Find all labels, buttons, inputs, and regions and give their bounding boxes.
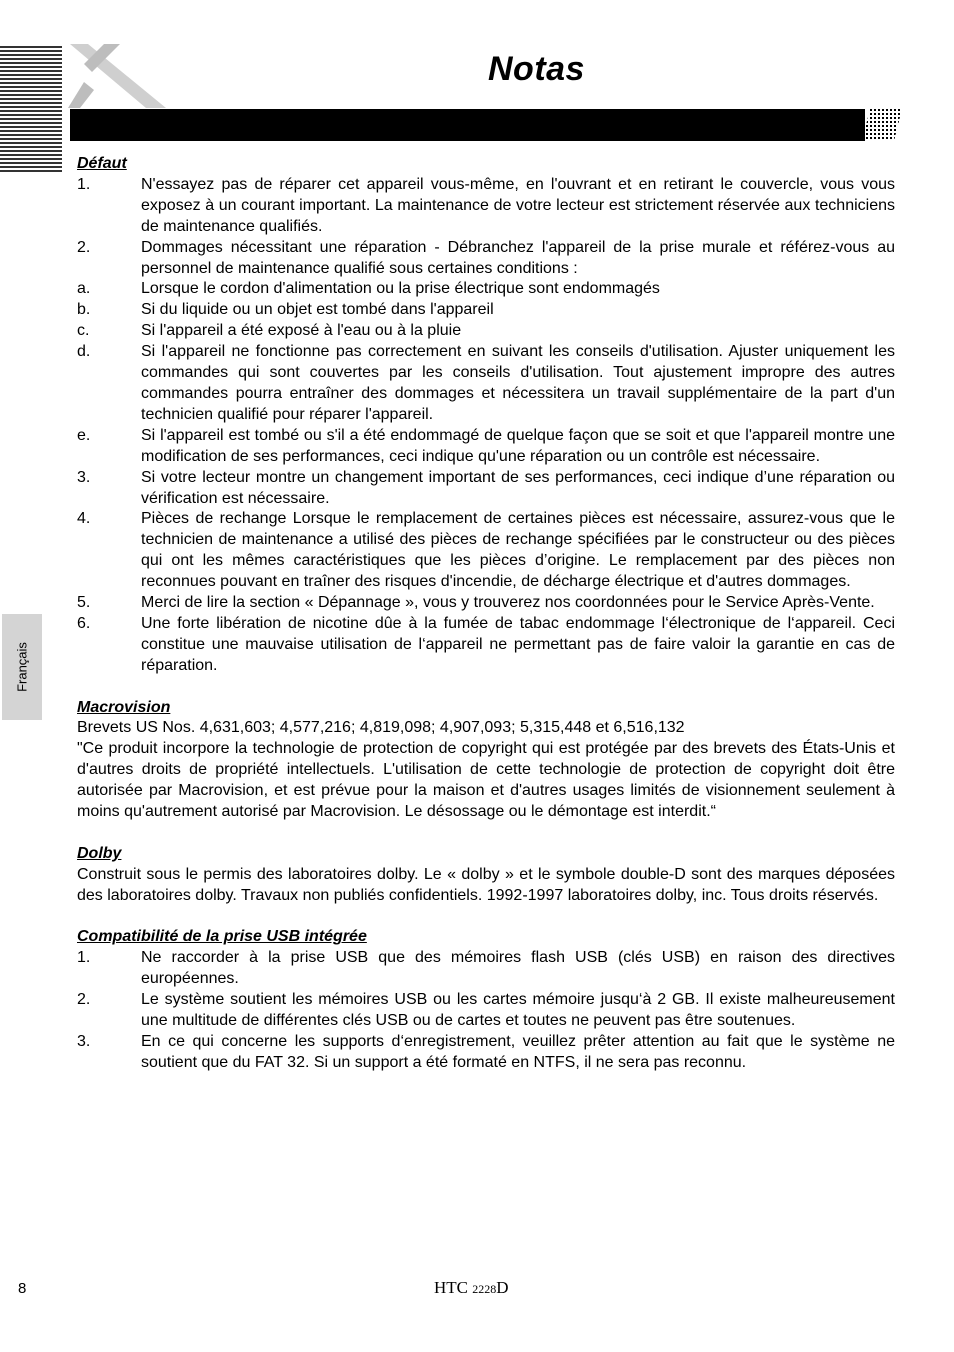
header-bar [70,109,865,141]
section-heading-dolby: Dolby [77,844,122,862]
header-bar-dots [862,109,902,141]
dolby-text: Construit sous le permis des laboratoires dolby. Le « dolby » et le symbole double-D sont des marques déposées des laboratoires dolby. Travaux non publiés confidentiels. 1992-1997 laboratoires dolby, inc. Tous droits réservés. [77,865,895,904]
list-item [77,1032,895,1074]
usb-list [77,948,895,1073]
list-item [77,238,895,280]
list-item [77,342,895,426]
list-item [77,279,895,300]
spacer [77,907,895,928]
list-item [77,509,895,593]
section-heading-defaut: Défaut [77,155,127,172]
section-heading-usb: Compatibilité de la prise USB intégrée [77,928,367,946]
model-suffix: D [496,1278,509,1297]
item-text: Si l'appareil ne fonctionne pas correctement en suivant les conseils d'utilisation. Ajuster uniquement les commandes qui sont couvertes par les conseils d'utilisation. Tout ajustement impropre des autres commandes pourra entraîner des dommages et nécessitera un travail supplémentaire de la part d'un technicien qualifié pour réparer l'appareil. [141,343,895,423]
item-text: Pièces de rechange Lorsque le remplacement de certaines pièces est nécessaire, assurez-vous que le technicien de maintenance a utilisé des pièces de rechange spécifiées par le constructeur ou des pièces qui ont les mêmes caractéristiques que les pièces d’origine. Le remplacement par des pièces non reconnues pouvant en traîner des risques d'incendie, de décharge électrique et d'autres dommages. [141,510,895,591]
main-content [77,154,895,1074]
item-number: e. [77,426,91,444]
list-item [77,175,895,238]
item-text: Si votre lecteur montre un changement important de ses performances, ceci indique d’une réparation ou vérification est nécessaire. [141,468,895,507]
item-text: Ne raccorder à la prise USB que des mémoires flash USB (clés USB) en raison des directives européennes. [141,949,895,988]
item-text: Le système soutient les mémoires USB ou les cartes mémoire jusqu‘à 2 GB. Il existe malheureusement une multitude de différentes clés USB ou de cartes et toutes ne peuvent pas être soutenues. [141,991,895,1030]
item-text: Lorsque le cordon d'alimentation ou la prise électrique sont endommagés [141,280,660,298]
list-item [77,593,895,614]
spacer [77,677,895,698]
list-item [77,300,895,321]
item-text: Une forte libération de nicotine dûe à la fumée de tabac endommage l‘électronique de l‘appareil. Ceci constitue une mauvaise utilisation de l‘appareil ne permettant pas de faire valoir la garantie en cas de réparation. [141,614,895,674]
list-item [77,321,895,342]
spacer [77,823,895,844]
page-title: Notas [488,50,585,88]
item-number: b. [77,301,91,319]
item-text: Si l'appareil est tombé ou s'il a été endommagé de quelque façon que se soit et que l'appareil montre une modification de ses performances, ceci indique qu'une réparation ou un contrôle est nécessaire. [141,426,895,465]
list-item [77,614,895,677]
footer-model [434,1278,509,1298]
language-label: Français [14,642,30,692]
item-text: Merci de lire la section « Dépannage », vous y trouverez nos coordonnées pour le Service Après-Vente. [141,594,875,612]
item-text: Si du liquide ou un objet est tombé dans l'appareil [141,301,494,319]
header-stripes [0,46,62,174]
macrovision-text: "Ce produit incorpore la technologie de protection de copyright qui est protégée par des brevets des États-Unis et d'autres droits de propriété intellectuels. L'utilisation de cette technologie de protection de copyright doit être autorisée par Macrovision, et est prévue pour la maison et d'autres usages limités de visionnement seulement à moins qu'autrement autorisé par Macrovision. Le désossage ou le démontage est interdit.“ [77,740,895,821]
item-number: 1. [77,949,91,967]
item-text: En ce qui concerne les supports d‘enregistrement, veuillez prêter attention au fait que le système ne soutient que du FAT 32. Si un support a été formaté en NTFS, il ne sera pas reconnu. [141,1033,895,1071]
defaut-list [77,175,895,677]
list-item [77,426,895,468]
item-number: 3. [77,1033,91,1051]
item-number: 4. [77,510,91,528]
macrovision-patents: Brevets US Nos. 4,631,603; 4,577,216; 4,819,098; 4,907,093; 5,315,448 et 6,516,132 [77,719,685,737]
language-side-tab [2,614,42,720]
list-item [77,468,895,510]
page-number: 8 [18,1280,27,1297]
model-name: HTC [434,1278,473,1297]
item-number: 6. [77,614,91,632]
item-number: a. [77,280,91,298]
section-heading-macrovision: Macrovision [77,698,171,716]
item-number: 3. [77,468,91,486]
item-number: d. [77,343,91,361]
item-number: 1. [77,175,91,193]
item-number: c. [77,322,90,340]
item-text: Si l'appareil a été exposé à l'eau ou à la pluie [141,322,462,340]
item-number: 2. [77,991,91,1009]
item-text: N'essayez pas de réparer cet appareil vous-même, en l'ouvrant et en retirant le couvercle, vous vous exposez à un courant important. La maintenance de votre lecteur est strictement réservée aux techniciens de maintenance qualifiés. [141,175,895,235]
model-number: 2228 [472,1282,497,1296]
item-text: Dommages nécessitant une réparation - Débranchez l'appareil de la prise murale et référez-vous au personnel de maintenance qualifié sous certaines conditions : [141,238,895,277]
list-item [77,990,895,1032]
item-number: 5. [77,594,91,612]
item-number: 2. [77,238,91,256]
xoro-x-logo [66,40,166,110]
list-item [77,948,895,990]
